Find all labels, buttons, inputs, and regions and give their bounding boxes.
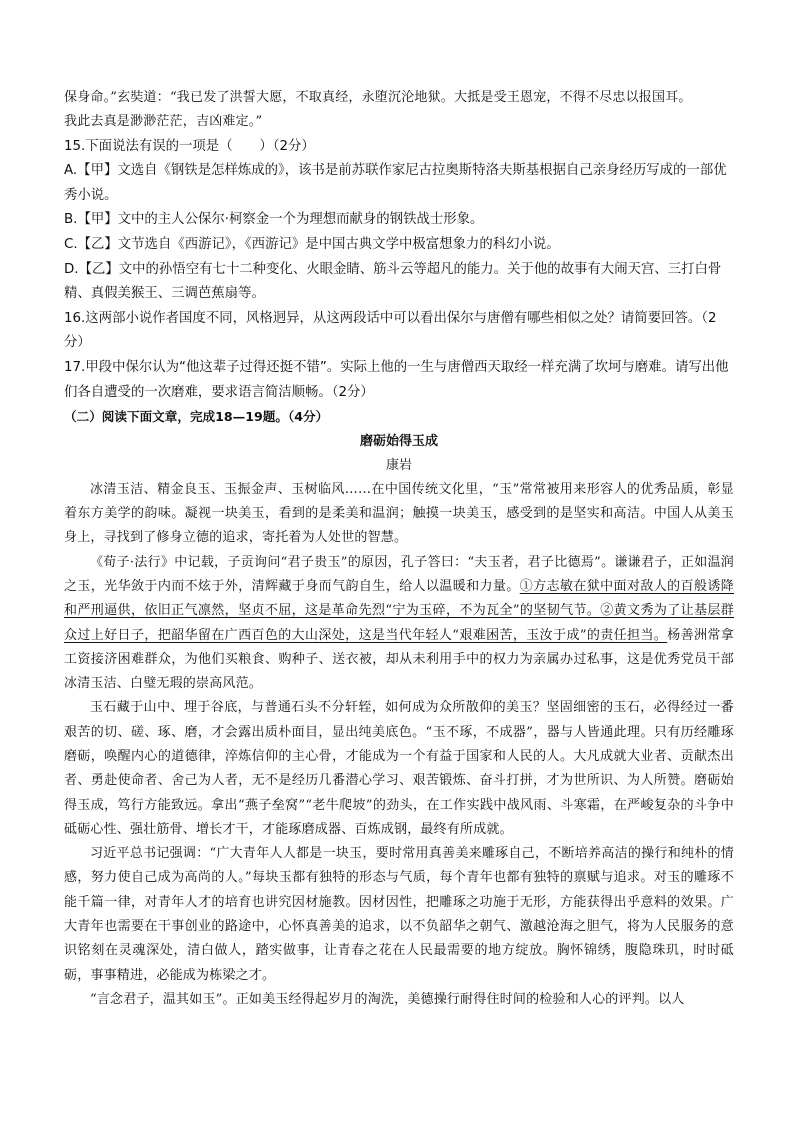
paragraph-text: 《荀子·法行》中记载，子贡询问“君子贵玉”的原因，孔子答曰：“夫玉者，君子比德焉”。谦谦君子，正如温润之玉，光华敛于内而不炫于外，清辉藏于身而气韵自生，给人以温暖和力量。 bbox=[64, 554, 734, 594]
underlined-sentence-2: ②黄文秀为了让基层群众过上好日子，把韶华留在广西百色的大山深处，这是当代年轻人“艰难困苦，玉汝于成”的责任担当。 bbox=[64, 603, 734, 643]
option-a: A.【甲】文选自《钢铁是怎样炼成的》，该书是前苏联作家尼古拉奥斯特洛夫斯基根据自己亲身经历写成的一部优秀小说。 bbox=[64, 163, 727, 203]
passage-line: 我此去真是渺渺茫茫，吉凶难定。” bbox=[64, 114, 263, 130]
article-paragraph: “言念君子，温其如玉”。正如美玉经得起岁月的淘洗，美德操行耐得住时间的检验和人心的评判。以人 bbox=[90, 991, 685, 1007]
passage-continuation bbox=[64, 86, 734, 135]
article-paragraph: 玉石藏于山中、埋于谷底，与普通石头不分轩轾，如何成为众所散仰的美玉？坚固细密的玉石，必得经过一番艰苦的切、磋、琢、磨，才会露出质朴面目，显出纯美底色。“玉不琢，不成器”，器与人皆通此理。只有历经雕琢磨砺，唤醒内心的道德律，淬炼信仰的主心骨，才能成为一个有益于国家和人民的人。大凡成就大业者、贡献杰出者、勇赴使命者、舍己为人者，无不是经历几番潜心学习、艰苦锻炼、奋斗打拼，才为世所识、为人所赞。磨砺始得玉成，笃行方能致远。拿出“燕子垒窝”“老牛爬坡”的劲头，在工作实践中战风雨、斗寒霜，在严峻复杂的斗争中砥砺心性、强壮筋骨、增长才干，才能琢磨成器、百炼成钢，最终有所成就。 bbox=[64, 700, 734, 837]
option-d: D.【乙】文中的孙悟空有七十二种变化、火眼金睛、筋斗云等超凡的能力。关于他的故事有大闹天宫、三打白骨精、真假美猴王、三调芭蕉扇等。 bbox=[64, 261, 722, 302]
article bbox=[64, 430, 734, 1013]
article-author: 康岩 bbox=[385, 457, 412, 473]
question-stem: 16.这两部小说作者国度不同，风格迥异，从这两段话中可以看出保尔与唐僧有哪些相似之处？请简要回答。（2分） bbox=[64, 310, 717, 351]
article-paragraph: 冰清玉洁、精金良玉、玉振金声、玉树临风……在中国传统文化里，“玉”常常被用来形容人的优秀品质，彰显着东方美学的韵味。凝视一块美玉，看到的是柔美和温润；触摸一块美玉，感受到的是坚实和高洁。中国人从美玉身上，寻找到了修身立德的追求，寄托着为人处世的智慧。 bbox=[64, 481, 734, 546]
exam-page bbox=[64, 86, 734, 1012]
section-heading: （二）阅读下面文章，完成18—19题。（4分） bbox=[64, 409, 329, 425]
question-stem: 15.下面说法有误的一项是（ ）（2分） bbox=[64, 138, 315, 154]
option-b: B.【甲】文中的主人公保尔·柯察金一个为理想而献身的钢铁战士形象。 bbox=[64, 212, 484, 228]
question-17 bbox=[64, 356, 734, 405]
underlined-sentence-1: ①方志敏在狱中面对敌人的百般诱降和严刑逼供，依旧正气凛然，坚贞不屈，这是革命先烈“宁为玉碎，不为瓦全”的坚韧气节。 bbox=[64, 578, 734, 619]
article-paragraph bbox=[64, 551, 734, 697]
question-16 bbox=[64, 307, 734, 356]
option-c: C.【乙】文节选自《西游记》，《西游记》是中国古典文学中极富想象力的科幻小说。 bbox=[64, 236, 560, 252]
question-stem: 17.甲段中保尔认为“他这辈子过得还挺不错”。实际上他的一生与唐僧西天取经一样充满了坎坷与磨难。请写出他们各自遭受的一次磨难，要求语言简洁顺畅。（2分） bbox=[64, 359, 729, 400]
passage-line: 保身命。”玄奘道：“我已发了洪誓大愿，不取真经，永堕沉沦地狱。大抵是受王恩宠，不得不尽忠以报国耳。 bbox=[64, 90, 692, 105]
question-15 bbox=[64, 135, 734, 307]
paragraph-text: 杨善洲常拿工资接济困难群众，为他们买粮食、购种子、送衣被，却从未利用手中的权力为亲属办过私事，这是优秀党员干部冰清玉洁、白璧无瑕的崇高风范。 bbox=[64, 627, 734, 692]
article-title: 磨砺始得玉成 bbox=[359, 433, 438, 449]
article-paragraph: 习近平总书记强调：“广大青年人人都是一块玉，要时常用真善美来雕琢自己，不断培养高洁的操行和纯朴的情感，努力使自己成为高尚的人。”每块玉都有独特的形态与气质，每个青年也都有独特的禀赋与追求。对玉的雕琢不能千篇一律，对青年人才的培育也讲究因材施教。因材因性，把雕琢之功施于无形，方能获得出乎意料的效果。广大青年也需要在干事创业的路途中，心怀真善美的追求，以不负韶华之朝气、激越沧海之胆气，将为人民服务的意识铭刻在灵魂深处，清白做人，踏实做事，让青春之花在人民最需要的地方绽放。胸怀锦绣，腹隐珠玑，时时砥砺，事事精进，必能成为栋梁之才。 bbox=[64, 846, 734, 983]
